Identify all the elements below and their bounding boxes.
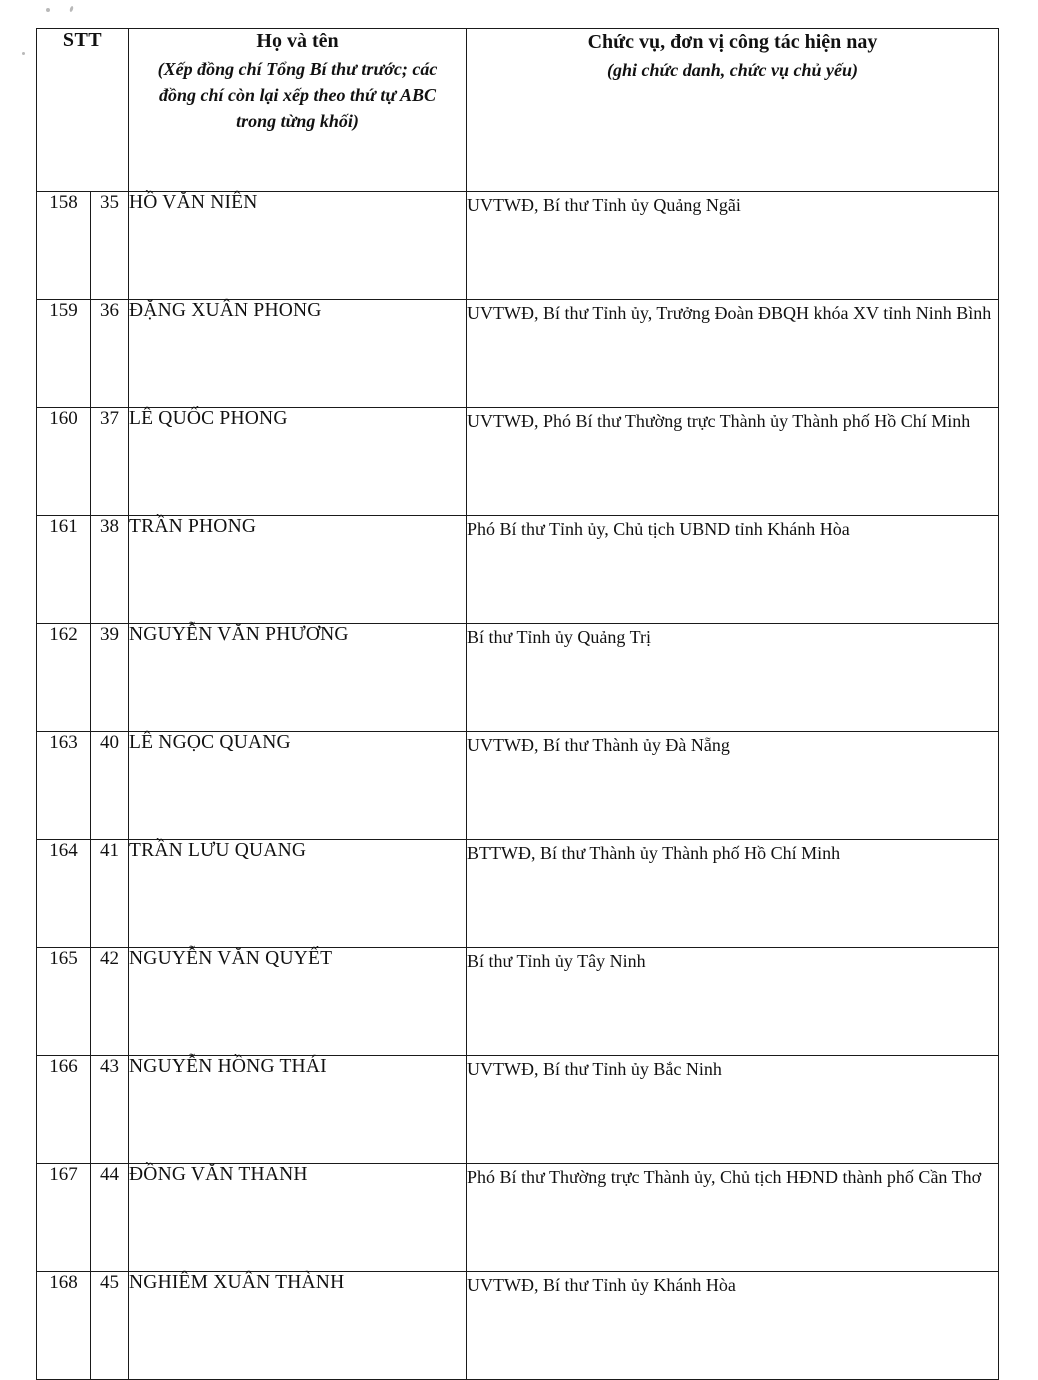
cell-name: TRẦN LƯU QUANG — [129, 840, 467, 948]
cell-index: 43 — [91, 1056, 129, 1164]
table-row — [37, 300, 999, 408]
table-row — [37, 1164, 999, 1272]
cell-name: NGHIÊM XUÂN THÀNH — [129, 1272, 467, 1380]
cell-index: 37 — [91, 408, 129, 516]
table-header-row — [37, 29, 999, 192]
cell-role — [467, 300, 999, 408]
cell-name: LÊ NGỌC QUANG — [129, 732, 467, 840]
cell-index: 39 — [91, 624, 129, 732]
cell-role-text: Phó Bí thư Tỉnh ủy, Chủ tịch UBND tỉnh Khánh Hòa — [467, 519, 850, 539]
cell-name: NGUYỄN HỒNG THÁI — [129, 1056, 467, 1164]
cell-stt: 167 — [37, 1164, 91, 1272]
cell-index: 45 — [91, 1272, 129, 1380]
cell-role-text: UVTWĐ, Bí thư Tỉnh ủy, Trưởng Đoàn ĐBQH khóa XV tỉnh Ninh Bình — [467, 303, 992, 323]
table-row — [37, 624, 999, 732]
cell-index: 41 — [91, 840, 129, 948]
cell-stt: 160 — [37, 408, 91, 516]
column-header-role-label: Chức vụ, đơn vị công tác hiện nay — [587, 31, 878, 53]
cell-role-text: UVTWĐ, Phó Bí thư Thường trực Thành ủy Thành phố Hồ Chí Minh — [467, 411, 971, 431]
cell-stt: 161 — [37, 516, 91, 624]
cell-index: 35 — [91, 192, 129, 300]
cell-role — [467, 624, 999, 732]
column-header-stt-label: STT — [62, 29, 103, 51]
cell-stt: 163 — [37, 732, 91, 840]
table-body — [37, 192, 999, 1380]
cell-name: ĐỒNG VĂN THANH — [129, 1164, 467, 1272]
table-row — [37, 192, 999, 300]
cell-name: TRẦN PHONG — [129, 516, 467, 624]
table-row — [37, 1056, 999, 1164]
cell-name: NGUYỄN VĂN QUYẾT — [129, 948, 467, 1056]
cell-role-text: Bí thư Tỉnh ủy Quảng Trị — [467, 627, 651, 647]
cell-role — [467, 948, 999, 1056]
cell-name: NGUYỄN VĂN PHƯƠNG — [129, 624, 467, 732]
scan-speck — [46, 8, 50, 12]
cell-role-text: UVTWĐ, Bí thư Tỉnh ủy Bắc Ninh — [467, 1059, 722, 1079]
cell-role — [467, 1164, 999, 1272]
table-row — [37, 1272, 999, 1380]
personnel-table — [36, 28, 999, 1380]
cell-stt: 159 — [37, 300, 91, 408]
table-row — [37, 408, 999, 516]
table-row — [37, 948, 999, 1056]
column-header-role — [467, 29, 999, 192]
cell-role-text: UVTWĐ, Bí thư Thành ủy Đà Nẵng — [467, 735, 730, 755]
cell-index: 40 — [91, 732, 129, 840]
cell-stt: 166 — [37, 1056, 91, 1164]
cell-stt: 168 — [37, 1272, 91, 1380]
cell-stt: 162 — [37, 624, 91, 732]
cell-role-text: Phó Bí thư Thường trực Thành ủy, Chủ tịch HĐND thành phố Cần Thơ — [467, 1167, 982, 1187]
scan-speck — [22, 52, 25, 55]
cell-name: ĐẶNG XUÂN PHONG — [129, 300, 467, 408]
cell-name: LÊ QUỐC PHONG — [129, 408, 467, 516]
cell-role-text: BTTWĐ, Bí thư Thành ủy Thành phố Hồ Chí Minh — [467, 843, 841, 863]
cell-role — [467, 192, 999, 300]
table-row — [37, 840, 999, 948]
cell-role-text: Bí thư Tỉnh ủy Tây Ninh — [467, 951, 646, 971]
table-row — [37, 732, 999, 840]
column-header-stt — [37, 29, 129, 192]
column-header-role-note: (ghi chức danh, chức vụ chủ yếu) — [606, 60, 859, 80]
cell-stt: 164 — [37, 840, 91, 948]
cell-role — [467, 732, 999, 840]
column-header-name — [129, 29, 467, 192]
cell-index: 42 — [91, 948, 129, 1056]
cell-role-text: UVTWĐ, Bí thư Tỉnh ủy Quảng Ngãi — [467, 195, 741, 215]
cell-name: HỒ VĂN NIÊN — [129, 192, 467, 300]
scan-speck — [69, 6, 74, 13]
cell-index: 44 — [91, 1164, 129, 1272]
cell-index: 36 — [91, 300, 129, 408]
column-header-name-note: (Xếp đồng chí Tổng Bí thư trước; các đồng chí còn lại xếp theo thứ tự ABC trong từng khối) — [157, 59, 438, 132]
cell-role — [467, 1056, 999, 1164]
cell-role — [467, 1272, 999, 1380]
table-row — [37, 516, 999, 624]
cell-role-text: UVTWĐ, Bí thư Tỉnh ủy Khánh Hòa — [467, 1275, 736, 1295]
cell-index: 38 — [91, 516, 129, 624]
cell-role — [467, 840, 999, 948]
cell-role — [467, 516, 999, 624]
cell-stt: 158 — [37, 192, 91, 300]
cell-role — [467, 408, 999, 516]
column-header-name-label: Họ và tên — [256, 30, 339, 52]
cell-stt: 165 — [37, 948, 91, 1056]
